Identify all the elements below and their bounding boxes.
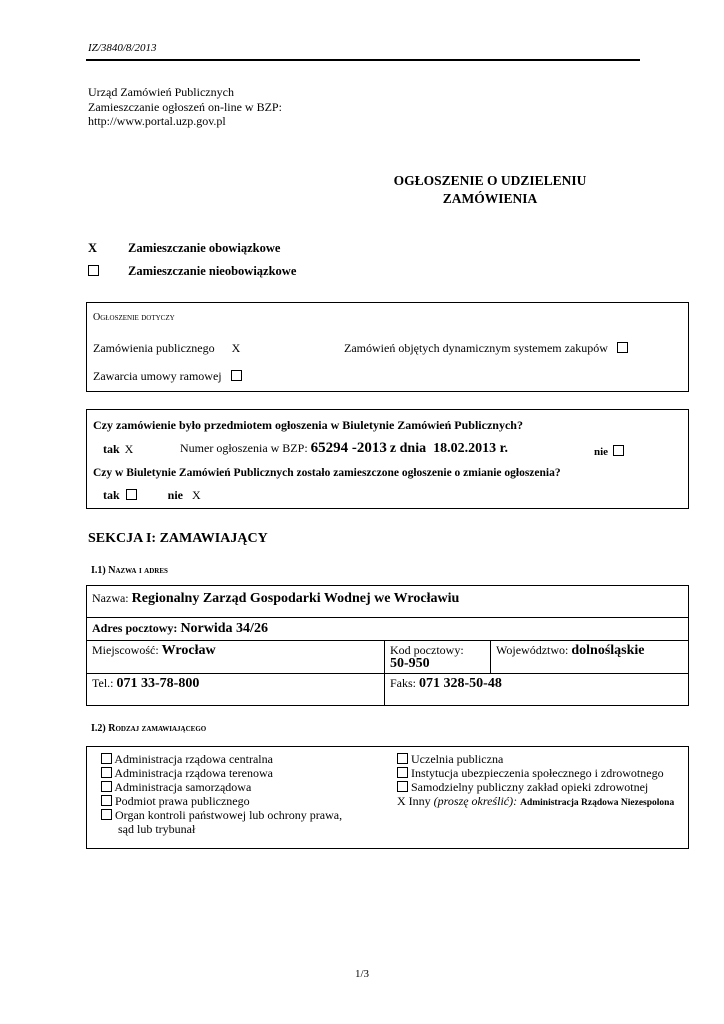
page-number: 1/3 [354,968,370,980]
option-label: Instytucja ubezpieczenia społecznego i zdrowotnego [411,766,664,780]
postal-value: 50-950 [390,656,430,671]
issuer-line-1: Urząd Zamówień Publicznych [88,85,234,99]
fax-label: Faks: [390,676,417,690]
option-checkbox[interactable] [101,795,112,806]
other-option-row [397,794,674,810]
option-label: Samodzielny publiczny zakład opieki zdrowotnej [411,780,649,794]
option-row [101,780,251,794]
bzp-nie-checkbox[interactable] [613,445,624,456]
bzp-question-2: Czy w Biuletynie Zamówień Publicznych zostało zamieszczone ogłoszenie o zmianie ogłoszenia? [93,467,561,479]
option-row [101,794,250,808]
dynamic-system-label: Zamówień objętych dynamicznym systemem zakupów [344,341,608,355]
bzp-tak-label: tak [103,442,120,456]
section-1-2-heading: I.2) Rodzaj zamawiającego [91,723,207,734]
bzp-tak2-checkbox[interactable] [126,489,137,500]
address-cell [86,617,689,641]
bzp-tak2-label: tak [103,488,120,502]
issuer-url: http://www.portal.uzp.gov.pl [88,114,226,128]
bzp-question-1: Czy zamówienie było przedmiotem ogłoszenia w Biuletynie Zamówień Publicznych? [93,418,523,432]
city-cell [86,640,385,674]
bzp-nie-option [594,444,624,459]
optional-option [88,264,296,279]
option-checkbox[interactable] [101,753,112,764]
option-row [397,766,664,780]
public-contract-option [93,341,240,356]
address-table [86,585,689,706]
bzp-number-value: 65294 -2013 [310,440,387,456]
notice-concerns-heading: Ogłoszenie dotyczy [93,312,175,323]
fax-cell [384,673,689,706]
voivodeship-label: Województwo: [496,643,569,657]
title-line-1: OGŁOSZENIE O UDZIELENIU [393,173,587,188]
city-label: Miejscowość: [92,643,159,657]
bzp-number-row [180,440,508,457]
dynamic-system-checkbox[interactable] [617,342,628,353]
voivodeship-cell [490,640,689,674]
contracting-authority-type-box [86,746,689,849]
bzp-date-value: 18.02.2013 r. [433,441,509,456]
other-label: Inny [408,794,431,808]
fax-value: 071 328-50-48 [419,676,502,691]
address-label: Adres pocztowy: [92,621,178,635]
other-hint: (proszę określić): [433,794,518,808]
option-row [101,808,342,822]
name-cell [86,585,689,618]
tel-label: Tel.: [92,676,114,690]
bzp-box [86,409,689,509]
bzp-nie2-label: nie [167,488,184,502]
option-label: Administracja rządowa centralna [114,752,273,766]
option-label: Uczelnia publiczna [411,752,504,766]
postal-label: Kod pocztowy: [390,643,464,657]
framework-checkbox[interactable] [231,370,242,381]
public-contract-mark: X [231,341,241,355]
optional-checkbox[interactable] [88,265,99,276]
document-reference: IZ/3840/8/2013 [88,42,157,54]
option-checkbox[interactable] [101,781,112,792]
bzp-answer-row [103,442,133,457]
bzp-nie2-mark: X [192,488,201,502]
bzp-tak-mark: X [124,442,134,456]
framework-option [93,369,242,384]
bzp-nie-label: nie [594,446,609,458]
dynamic-system-option [344,341,628,356]
postal-cell [384,640,491,674]
notice-concerns-box [86,302,689,392]
issuer-line-2: Zamieszczanie ogłoszeń on-line w BZP: [88,99,282,114]
header-divider [86,59,640,61]
voivodeship-value: dolnośląskie [571,643,645,658]
section-1-title: SEKCJA I: ZAMAWIAJĄCY [88,531,268,546]
option-label-continuation: sąd lub trybunał [118,822,196,836]
tel-cell [86,673,385,706]
name-value: Regionalny Zarząd Gospodarki Wodnej we Wrocławiu [131,591,460,606]
mandatory-label: Zamieszczanie obowiązkowe [128,241,281,255]
bzp-number-label: Numer ogłoszenia w BZP: [180,441,308,455]
framework-label: Zawarcia umowy ramowej [93,369,222,383]
address-value: Norwida 34/26 [180,621,268,636]
mandatory-mark: X [88,241,98,255]
mandatory-option [88,241,280,256]
public-contract-label: Zamówienia publicznego [93,341,215,355]
option-row [397,752,503,766]
other-mark: X [397,794,406,808]
option-checkbox[interactable] [101,767,112,778]
title-line-2: ZAMÓWIENIA [442,191,538,206]
bzp-change-answer-row [103,488,201,503]
option-row [101,766,273,780]
city-value: Wrocław [161,643,216,658]
section-1-1-heading: I.1) Nazwa i adres [91,565,168,576]
option-row [101,752,273,766]
bzp-date-prefix: z dnia [389,441,427,456]
optional-label: Zamieszczanie nieobowiązkowe [128,264,297,278]
name-label: Nazwa: [92,591,129,605]
option-label: Administracja rządowa terenowa [114,766,273,780]
option-checkbox[interactable] [397,753,408,764]
issuer-block [88,85,282,129]
page-title [330,172,650,208]
option-checkbox[interactable] [397,781,408,792]
tel-value: 071 33-78-800 [116,676,200,691]
option-label: Organ kontroli państwowej lub ochrony prawa, [115,808,343,822]
option-label: Podmiot prawa publicznego [115,794,250,808]
option-row [397,780,648,794]
option-checkbox[interactable] [397,767,408,778]
other-value: Administracja Rządowa Niezespolona [520,798,675,808]
option-label: Administracja samorządowa [114,780,252,794]
option-checkbox[interactable] [101,809,112,820]
